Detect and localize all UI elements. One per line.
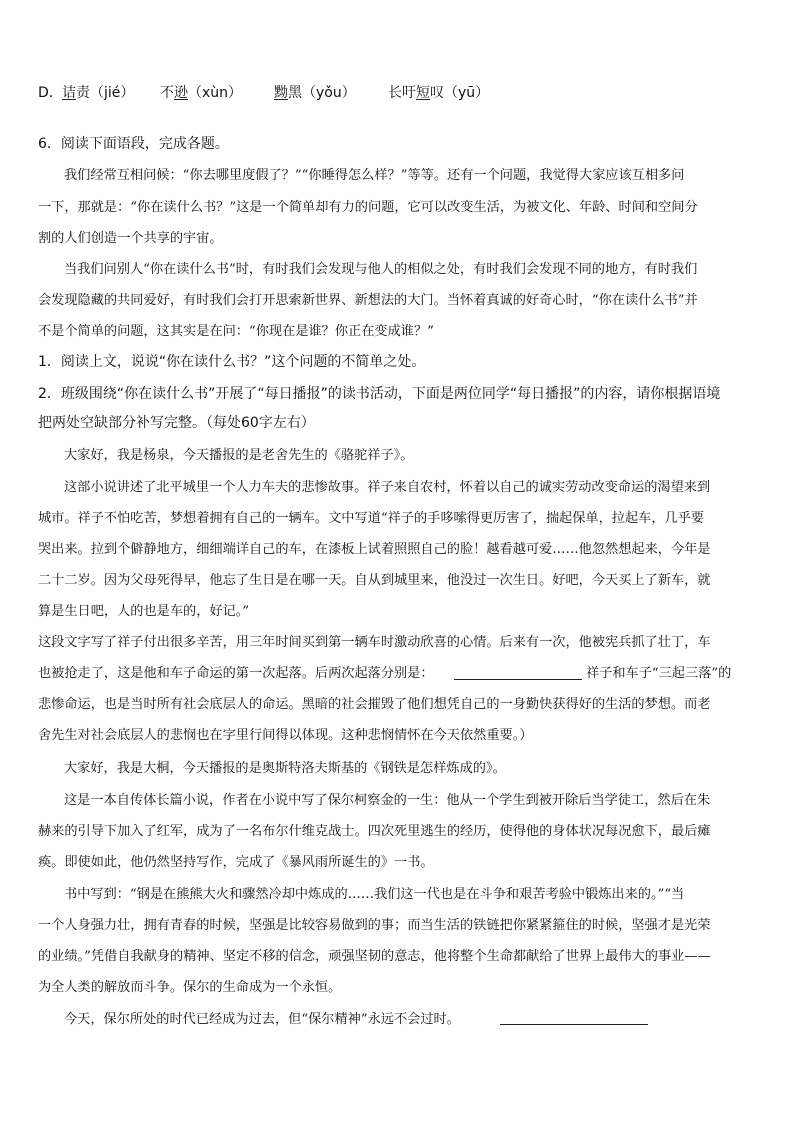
report2-body-line: 痪。即使如此，他仍然坚持写作，完成了《暴风雨所诞生的》一书。 — [38, 855, 434, 870]
report2-closing: 今天，保尔所处的时代已经成为过去，但“保尔精神”永远不会过时。 — [64, 1012, 460, 1027]
sub-question-2-line2: 把两处空缺部分补写完整。（每处60字左右） — [38, 415, 315, 431]
passage-line: 不是个简单的问题，这其实是在问：“你现在是谁？你正在变成谁？” — [38, 324, 434, 339]
passage-line: 一下，那就是：“你在读什么书？”这是一个简单却有力的问题，它可以改变生活，为被文化、年龄、时间和空间分 — [38, 200, 698, 215]
underline-mark — [416, 99, 430, 100]
report1-body-line: 这部小说讲述了北平城里一个人力车夫的悲惨故事。祥子来自农村，怀着以自己的诚实劳动改变命运的渴望来到 — [64, 480, 711, 495]
option-d-item-1: 诘责（jié） — [62, 85, 135, 101]
report1-analysis-line: 这段文字写了祥子付出很多辛苦，用三年时间买到第一辆车时激动欣喜的心情。后来有一次，他被宪兵抓了壮丁，车 — [38, 635, 711, 650]
report2-quote-line: 为全人类的解放而斗争。保尔的生命成为一个永恒。 — [38, 980, 342, 995]
report1-body-line: 城市。祥子不怕吃苦，梦想着拥有自己的一辆车。文中写道“祥子的手哆嗦得更厉害了，揣起保单，拉起车，几乎要 — [38, 511, 705, 526]
report2-quote-line: 的业绩。”凭借自我献身的精神、坚定不移的信念，顽强坚韧的意志，他将整个生命都献给了世界上最伟大的事业—— — [38, 949, 711, 964]
report1-body-line: 二十二岁。因为父母死得早，他忘了生日是在哪一天。自从到城里来，他没过一次生日。好吧，今天买上了新车，就 — [38, 573, 711, 588]
passage-line: 当我们问别人“你在读什么书”时，有时我们会发现与他人的相似之处，有时我们会发现不同的地方，有时我们 — [64, 262, 698, 277]
report1-intro: 大家好，我是杨泉，今天播报的是老舍先生的《骆驼祥子》。 — [64, 448, 414, 463]
report1-analysis-line: 祥子和车子“三起三落”的 — [586, 666, 732, 681]
underline-mark — [62, 99, 76, 100]
report2-quote-line: 书中写到：“钢是在熊熊大火和骤然冷却中炼成的……我们这一代也是在斗争和艰苦考验中锻炼出来的。”“当 — [64, 887, 685, 902]
passage-line: 会发现隐藏的共同爱好，有时我们会打开思索新世界、新想法的大门。当怀着真诚的好奇心时，“你在读什么书”并 — [38, 293, 698, 308]
underline-mark — [274, 99, 288, 100]
report2-body-line: 这是一本自传体长篇小说，作者在小说中写了保尔柯察金的一生：他从一个学生到被开除后当学徒工，然后在朱 — [64, 793, 711, 808]
passage-line: 我们经常互相问候：“你去哪里度假了？”“你睡得怎么样？”等等。还有一个问题，我觉得大家应该互相多问 — [64, 168, 685, 183]
report2-body-line: 赫来的引导下加入了红军，成为了一名布尔什维克战士。四次死里逃生的经历，使得他的身体状况每况愈下，最后瘫 — [38, 824, 711, 839]
report1-body-line: 哭出来。拉到个僻静地方，细细端详自己的车，在漆板上试着照照自己的脸！越看越可爱……他忽然想起来，今年是 — [38, 542, 711, 557]
report1-analysis-line: 舍先生对社会底层人的悲悯也在字里行间得以体现。这种悲悯情怀在今天依然重要。） — [38, 728, 533, 743]
sub-question-1: 1．阅读上文，说说“你在读什么书？”这个问题的不简单之处。 — [38, 354, 426, 370]
report1-analysis-line: 也被抢走了，这是他和车子命运的第一次起落。后两次起落分别是： — [38, 666, 434, 681]
underline-mark — [174, 99, 188, 100]
report2-quote-line: 一个人身强力壮，拥有青春的时候，坚强是比较容易做到的事；而当生活的铁链把你紧紧箍住的时候，坚强才是光荣 — [38, 918, 711, 933]
sub-question-2-line1: 2．班级围绕“你在读什么书”开展了“每日播报”的读书活动，下面是两位同学“每日播报”的内容，请你根据语境 — [38, 386, 721, 402]
answer-blank-2[interactable] — [500, 1024, 648, 1025]
question-6-title: 6．阅读下面语段，完成各题。 — [38, 136, 229, 152]
answer-blank-1[interactable] — [454, 679, 582, 680]
passage-line: 割的人们创造一个共享的宇宙。 — [38, 231, 223, 246]
report2-intro: 大家好，我是大桐，今天播报的是奥斯特洛夫斯基的《钢铁是怎样炼成的》。 — [64, 761, 506, 776]
report1-body-line: 算是生日吧，人的也是车的，好记。” — [38, 604, 250, 619]
option-d-item-3: 黝黑（yǒu） — [274, 85, 356, 101]
option-d-item-4: 长吁短叹（yū） — [388, 85, 490, 101]
option-d-item-2: 不逊（xùn） — [160, 85, 243, 101]
option-d-label: D． — [38, 85, 63, 101]
report1-analysis-line: 悲惨命运，也是当时所有社会底层人的命运。黑暗的社会摧毁了他们想凭自己的一身勤快获得好的生活的梦想。而老 — [38, 697, 711, 712]
